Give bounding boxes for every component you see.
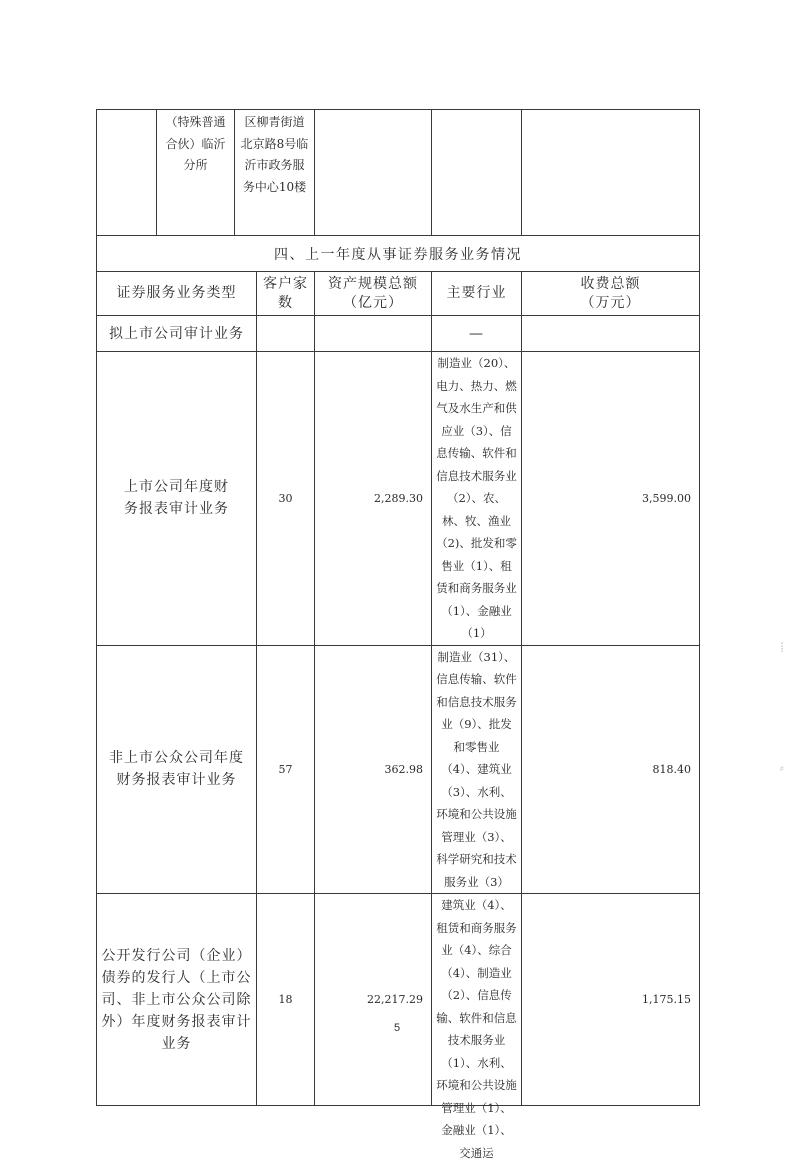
row-industries: 制造业（31）、信息传输、软件和信息技术服务业（9）、批发和零售业（4）、建筑业（3）、水利、环境和公共设施管理业（3）、科学研究和技术服务业（3）	[432, 645, 522, 894]
header-type: 证券服务业务类型	[97, 272, 257, 316]
row-assets	[315, 316, 432, 352]
row-industries-text: 建筑业（4）、租赁和商务服务业（4）、综合（4）、制造业（2）、信息传输、软件和信息技术服务业（1）、水利、环境和公共设施管理业（1）、金融业（1）、交通运	[436, 898, 517, 1160]
row-industries: —	[432, 316, 522, 352]
continuation-empty-cell	[522, 110, 700, 236]
table-row	[97, 316, 700, 352]
row-assets: 22,217.29	[315, 894, 432, 1106]
securities-business-table	[96, 109, 700, 1160]
continuation-row	[97, 110, 700, 236]
row-clients: 30	[257, 352, 315, 646]
table-row	[97, 894, 700, 1106]
row-type: 公开发行公司（企业）债券的发行人（上市公司、非上市公众公司除外）年度财务报表审计业务	[97, 894, 257, 1106]
header-fees: 收费总额（万元）	[522, 272, 700, 316]
page-number: 5	[393, 1022, 401, 1034]
header-assets: 资产规模总额（亿元）	[315, 272, 432, 316]
section-title-row	[97, 236, 700, 272]
continuation-empty-cell	[315, 110, 432, 236]
table-row	[97, 352, 700, 646]
securities-business-table-container	[96, 109, 700, 1160]
row-fees	[522, 316, 700, 352]
row-fees: 3,599.00	[522, 352, 700, 646]
row-type: 非上市公众公司年度财务报表审计业务	[97, 645, 257, 894]
scan-edge-mark: ⁞	[780, 640, 784, 656]
row-clients: 18	[257, 894, 315, 1106]
row-assets: 2,289.30	[315, 352, 432, 646]
row-assets: 362.98	[315, 645, 432, 894]
continuation-firm-name: （特殊普通合伙）临沂分所	[157, 110, 235, 236]
continuation-empty-cell	[432, 110, 522, 236]
row-industries	[432, 894, 522, 1160]
row-industries: 制造业（20）、电力、热力、燃气及水生产和供应业（3）、信息传输、软件和信息技术服务业（2）、农、林、牧、渔业（2)、批发和零售业（1）、租赁和商务服务业（1）、金融业（1）	[432, 352, 522, 646]
continuation-address: 区柳青街道北京路8号临沂市政务服务中心10楼	[235, 110, 315, 236]
row-fees: 818.40	[522, 645, 700, 894]
scan-edge-mark: ⸗	[779, 760, 784, 776]
table-row	[97, 645, 700, 894]
row-clients: 57	[257, 645, 315, 894]
row-clients	[257, 316, 315, 352]
continuation-blank-cell	[97, 110, 157, 236]
header-industries: 主要行业	[432, 272, 522, 316]
row-type: 上市公司年度财务报表审计业务	[97, 352, 257, 646]
section-title: 四、上一年度从事证券服务业务情况	[97, 236, 700, 272]
row-type: 拟上市公司审计业务	[97, 316, 257, 352]
row-fees: 1,175.15	[522, 894, 700, 1106]
header-clients: 客户家数	[257, 272, 315, 316]
header-row	[97, 272, 700, 316]
